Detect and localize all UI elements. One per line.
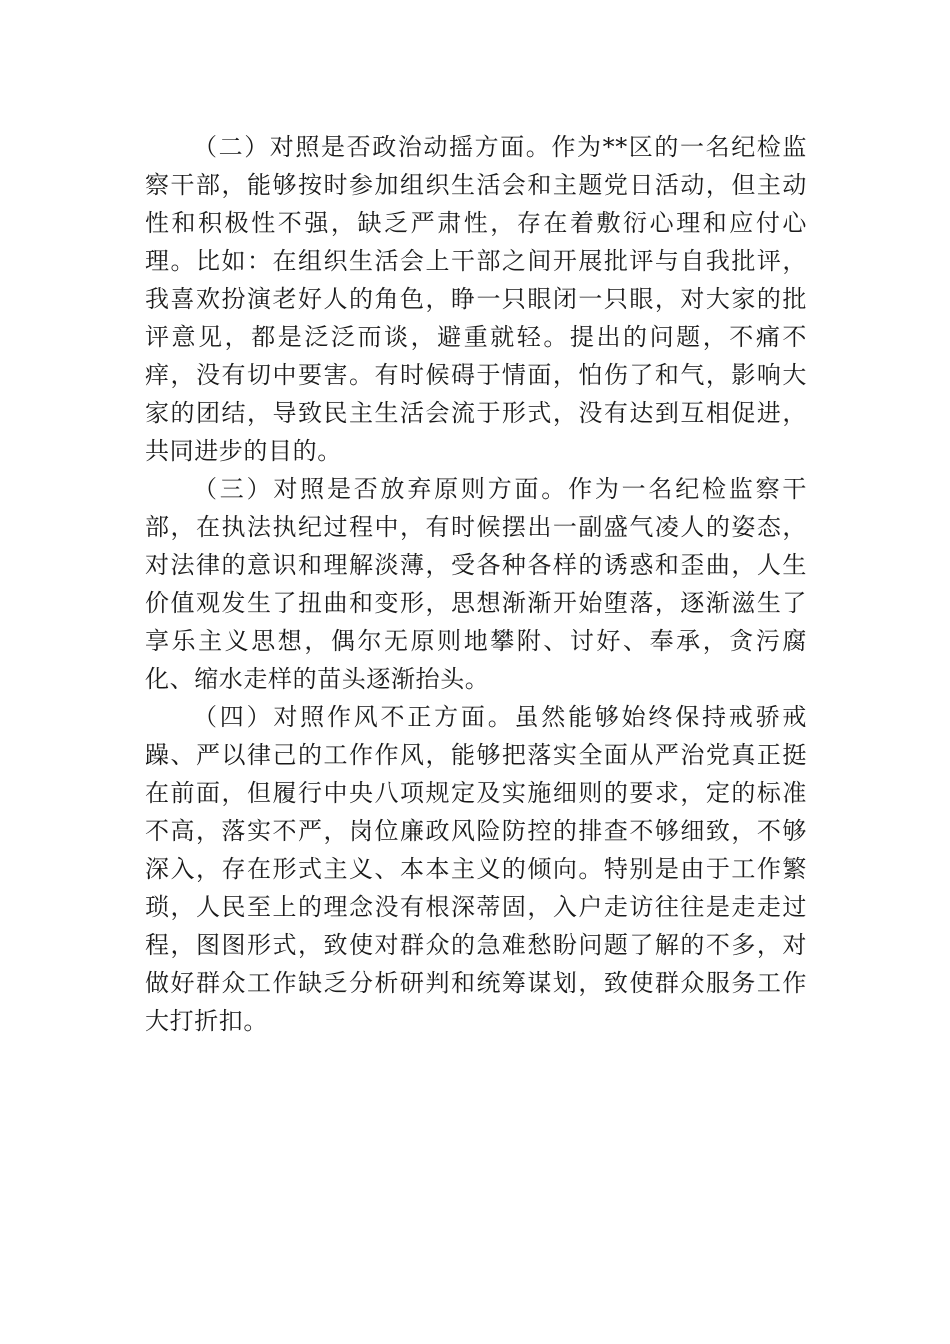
paragraph-4-improper-work-style: （四）对照作风不正方面。虽然能够始终保持戒骄戒躁、严以律己的工作作风，能够把落实全面从严治党真正挺在前面，但履行中央八项规定及实施细则的要求，定的标准不高，落实不严，岗位廉政风险防控的排查不够细致，不够深入，存在形式主义、本本主义的倾向。特别是由于工作繁琐，人民至上的理念没有根深蒂固，入户走访往往是走走过程，图图形式，致使对群众的急难愁盼问题了解的不多，对做好群众工作缺乏分析研判和统筹谋划，致使群众服务工作大打折扣。 xyxy=(145,703,807,1035)
paragraph-3-abandoning-principles: （三）对照是否放弃原则方面。作为一名纪检监察干部，在执法执纪过程中，有时候摆出一副盛气凌人的姿态，对法律的意识和理解淡薄，受各种各样的诱惑和歪曲，人生价值观发生了扭曲和变形，思想渐渐开始堕落，逐渐滋生了享乐主义思想，偶尔无原则地攀附、讨好、奉承，贪污腐化、缩水走样的苗头逐渐抬头。 xyxy=(145,475,807,693)
document-body xyxy=(145,128,807,1040)
paragraph-2-political-wavering: （二）对照是否政治动摇方面。作为**区的一名纪检监察干部，能够按时参加组织生活会和主题党日活动，但主动性和积极性不强，缺乏严肃性，存在着敷衍心理和应付心理。比如：在组织生活会上干部之间开展批评与自我批评，我喜欢扮演老好人的角色，睁一只眼闭一只眼，对大家的批评意见，都是泛泛而谈，避重就轻。提出的问题，不痛不痒，没有切中要害。有时候碍于情面，怕伤了和气，影响大家的团结，导致民主生活会流于形式，没有达到互相促进，共同进步的目的。 xyxy=(145,133,807,465)
